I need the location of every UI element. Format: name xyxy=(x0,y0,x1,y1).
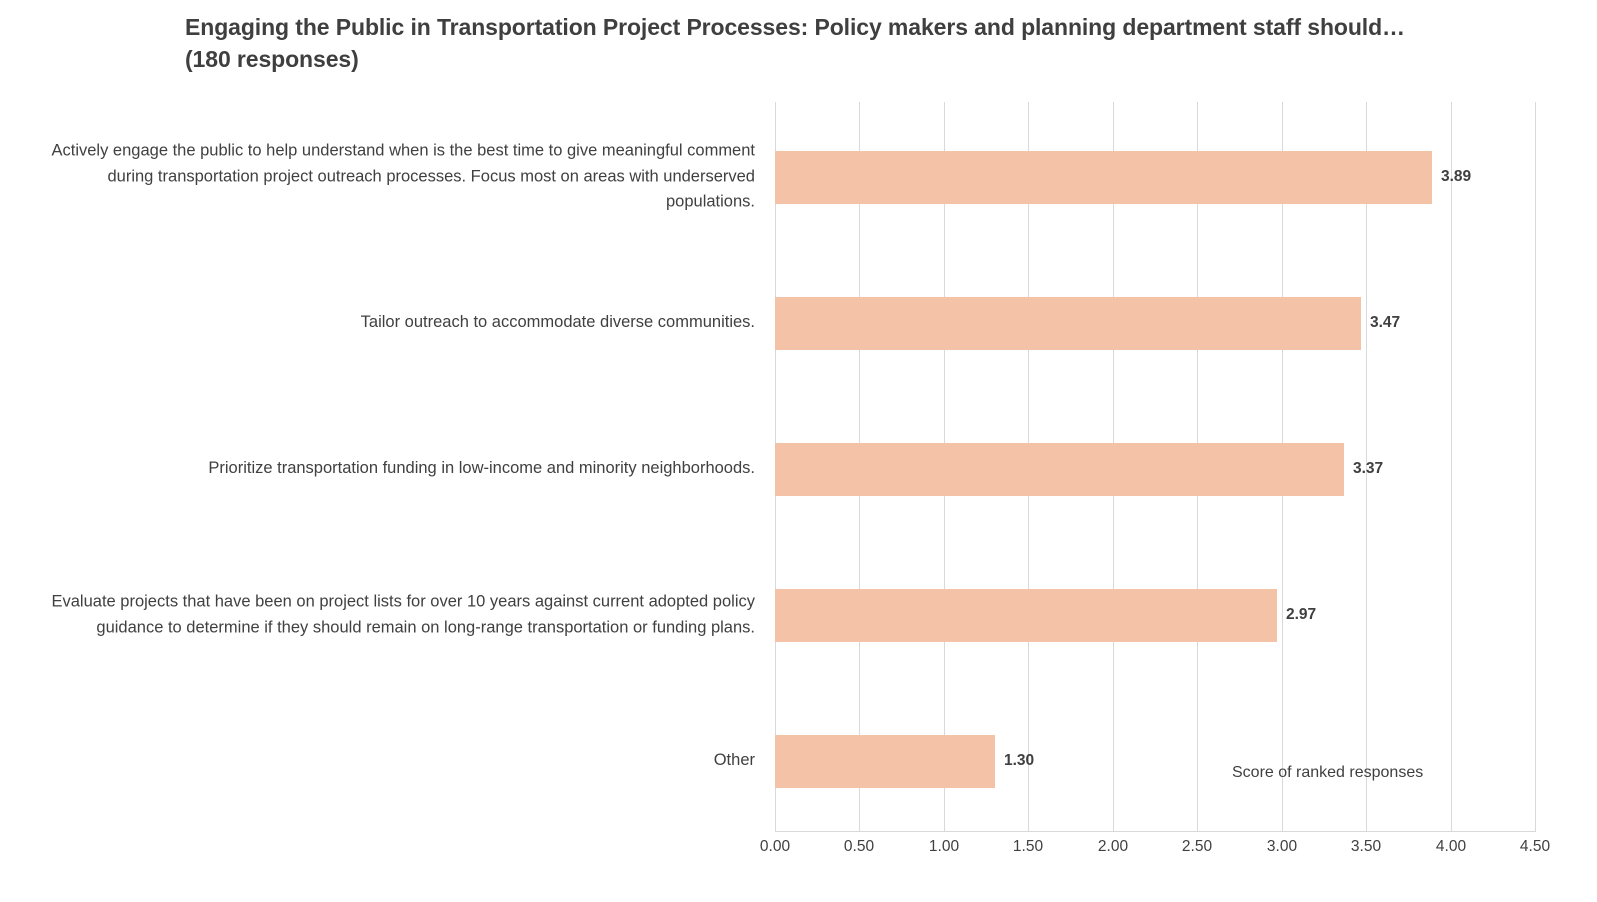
plot-area xyxy=(775,102,1535,832)
category-label: Tailor outreach to accommodate diverse communities. xyxy=(360,313,755,332)
x-tick-label: 1.00 xyxy=(928,838,960,855)
bar[interactable] xyxy=(775,151,1432,204)
chart-title: Engaging the Public in Transportation Project Processes: Policy makers and planning department staff should… (180 responses) xyxy=(185,14,1405,72)
x-axis-caption: Score of ranked responses xyxy=(1232,764,1424,781)
category-label: Prioritize transportation funding in low-income and minority neighborhoods. xyxy=(208,459,755,478)
category-axis-labels xyxy=(0,102,765,832)
bar[interactable] xyxy=(775,589,1277,642)
bar-value-label: 3.37 xyxy=(1353,460,1384,477)
bars-layer xyxy=(775,102,1535,832)
x-tick-label: 4.50 xyxy=(1519,838,1551,855)
x-tick-label: 0.00 xyxy=(759,838,791,855)
x-tick-label: 0.50 xyxy=(843,838,875,855)
category-label: Evaluate projects that have been on project lists for over 10 years against current adopted policy guidance to determine if they should remain on long-range transportation or funding plans. xyxy=(51,592,755,636)
bar-value-label: 1.30 xyxy=(1004,752,1035,769)
bar-row xyxy=(775,542,1535,688)
bar-row xyxy=(775,250,1535,396)
x-tick-label: 1.50 xyxy=(1012,838,1044,855)
category-label: Actively engage the public to help understand when is the best time to give meaningful comment during transportation project outreach processes. Focus most on areas with underserved populations. xyxy=(51,141,755,211)
bar[interactable] xyxy=(775,735,995,788)
bar-row xyxy=(775,688,1535,834)
x-tick-label: 2.50 xyxy=(1181,838,1213,855)
bar-value-label: 3.47 xyxy=(1370,314,1401,331)
category-label: Other xyxy=(713,751,755,770)
gridline xyxy=(1535,102,1536,832)
bar[interactable] xyxy=(775,297,1361,350)
bar-value-label: 2.97 xyxy=(1286,606,1317,623)
x-axis-tick-labels xyxy=(759,838,1551,868)
x-tick-label: 3.50 xyxy=(1350,838,1382,855)
x-tick-label: 3.00 xyxy=(1266,838,1298,855)
x-tick-label: 4.00 xyxy=(1435,838,1467,855)
x-tick-label: 2.00 xyxy=(1097,838,1129,855)
bar-row xyxy=(775,104,1535,250)
bar-value-label: 3.89 xyxy=(1441,168,1472,185)
bar[interactable] xyxy=(775,443,1344,496)
bar-row xyxy=(775,396,1535,542)
